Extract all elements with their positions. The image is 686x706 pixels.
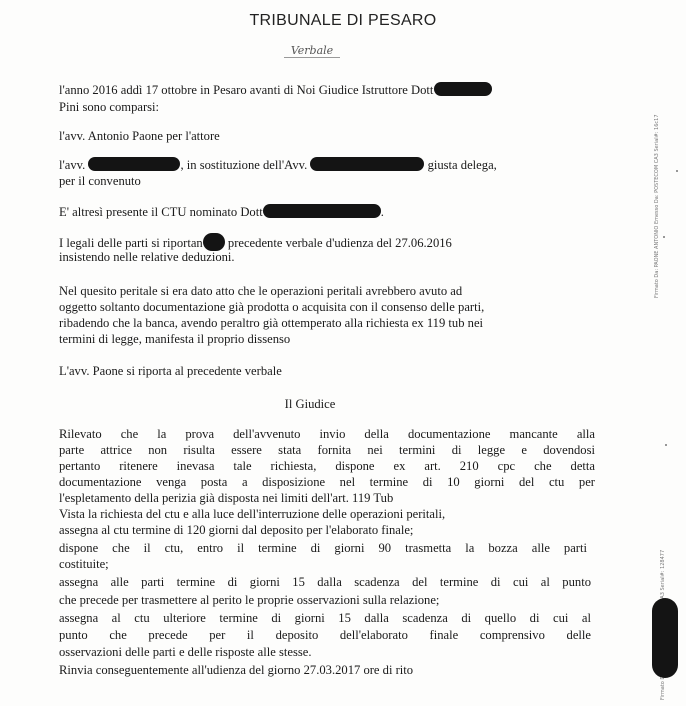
p1-part1: I legali delle parti si riportan	[59, 236, 203, 250]
order-line: assegna al ctu termine di 120 giorni dal deposito per l'elaborato finale;	[59, 523, 414, 537]
paragraph-2-line: Nel quesito peritale si era dato atto che le operazioni peritali avrebbero avuto ad	[59, 284, 463, 298]
redaction-substituted-attorney	[310, 157, 424, 171]
order-line: parte attrice non risulta essere stata fornita nei termini di legge e dovendosi	[59, 443, 595, 457]
order-line: assegna al ctu ulteriore termine di giorni 15 dalla scadenza di quello di cui al	[59, 611, 591, 625]
attorney2-prefix: l'avv.	[59, 158, 86, 172]
scan-speck	[663, 236, 665, 238]
intro-line-2: Pini sono comparsi:	[59, 100, 160, 114]
redaction-attorney-name	[88, 157, 180, 171]
paragraph-1-line-2: insistendo nelle relative deduzioni.	[59, 250, 235, 264]
ctu-line	[59, 204, 384, 220]
intro-text: l'anno 2016 addì 17 ottobre in Pesaro avanti di Noi Giudice Istruttore Dott	[59, 83, 434, 97]
judge-heading: Il Giudice	[284, 397, 336, 411]
ctu-text: E' altresì presente il CTU nominato Dott	[59, 205, 263, 219]
attorney-convenuto-line-1	[59, 157, 497, 173]
order-line: Rinvia conseguentemente all'udienza del giorno 27.03.2017 ore di rito	[59, 663, 414, 677]
attorney-convenuto-line-2: per il convenuto	[59, 174, 141, 188]
order-line: punto che precede per il deposito dell'elaborato finale comprensivo delle	[59, 628, 591, 642]
order-line: Vista la richiesta del ctu e alla luce dell'interruzione delle operazioni peritali,	[59, 507, 446, 521]
order-line: documentazione venga posta a disposizione nel termine di 10 giorni del ctu per	[59, 475, 595, 489]
verbale-subtitle: Verbale	[284, 45, 340, 58]
attorney2-middle: , in sostituzione dell'Avv.	[180, 158, 308, 172]
p1-part2: precedente verbale d'udienza del 27.06.2016	[227, 236, 452, 250]
margin-signature-stamp: Firmato Da: PAONE ANTONIO Emesso Da: POSTECOM CA3 Serial#: 16c17	[654, 114, 660, 298]
order-line: che precede per trasmettere al perito le proprie osservazioni sulla relazione;	[59, 593, 440, 607]
intro-line-1	[59, 82, 492, 98]
order-line: dispone che il ctu, entro il termine di giorni 90 trasmetta la bozza alle parti	[59, 541, 587, 555]
order-line: osservazioni delle parti e delle risposte alle stesse.	[59, 645, 312, 659]
paragraph-2-line: termini di legge, manifesta il proprio dissenso	[59, 332, 291, 346]
court-title: TRIBUNALE DI PESARO	[249, 12, 437, 29]
order-line: l'espletamento della perizia già disposta nei limiti dell'art. 119 Tub	[59, 491, 394, 505]
paragraph-2-line: oggetto soltanto documentazione già prodotta o acquisita con il consenso delle parti,	[59, 300, 485, 314]
order-line: costituite;	[59, 557, 109, 571]
redaction-ctu-name	[263, 204, 381, 218]
order-line: Rilevato che la prova dell'avvenuto invio della documentazione mancante alla	[59, 427, 595, 441]
scan-speck	[665, 444, 667, 446]
ctu-period: .	[380, 205, 384, 219]
scan-speck	[676, 170, 678, 172]
paragraph-2-line: ribadendo che la banca, avendo peraltro già ottemperato alla richiesta ex 119 tub nei	[59, 316, 484, 330]
redaction-margin-signature	[652, 598, 678, 678]
paragraph-3: L'avv. Paone si riporta al precedente verbale	[59, 364, 282, 378]
order-line: assegna alle parti termine di giorni 15 dalla scadenza del termine di cui al punto	[59, 575, 591, 589]
attorney2-suffix: giusta delega,	[427, 158, 497, 172]
redaction-judge-name	[434, 82, 492, 96]
order-line: pertanto ritenere inevasa tale richiesta, dispone ex art. 210 cpc che detta	[59, 459, 595, 473]
attorney-attore: l'avv. Antonio Paone per l'attore	[59, 129, 220, 143]
